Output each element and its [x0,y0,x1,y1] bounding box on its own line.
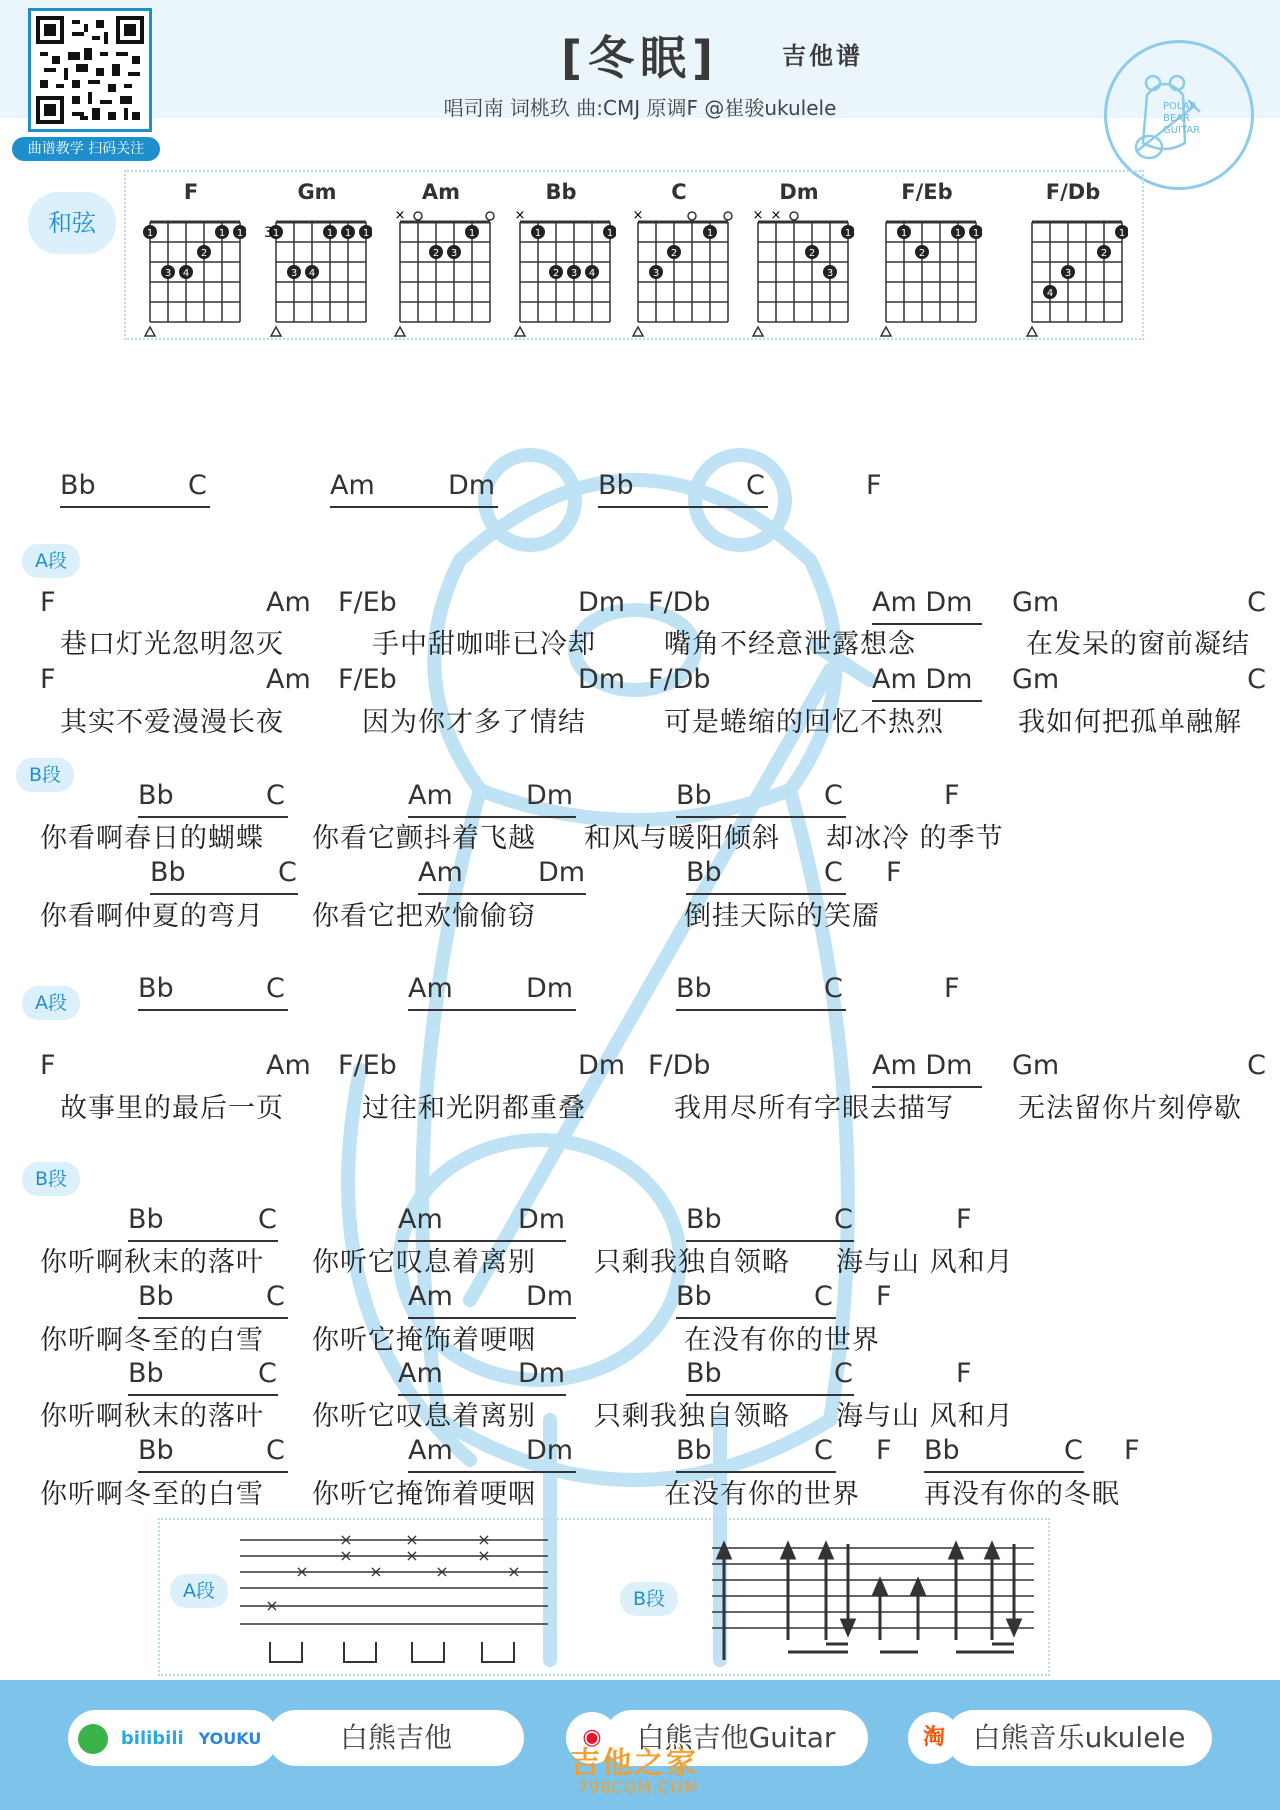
chord-symbol: C [266,973,285,1004]
polar-bear-guitar-logo [1104,40,1254,190]
chord-symbol: C [1247,1050,1266,1081]
lyric-phrase: 你听啊秋末的落叶 [40,1401,264,1432]
chord-underline [138,1009,288,1011]
lyric-phrase: 海与山 风和月 [836,1247,1014,1278]
chord-symbol: F/Eb [338,587,397,618]
svg-text:1: 1 [146,228,154,239]
lyric-phrase: 你听它叹息着离别 [312,1401,536,1432]
lyric-phrase: 你看它颤抖着飞越 [312,823,536,854]
lyric-phrase: 倒挂天际的笑靥 [684,901,880,932]
youku-logo: YOUKU [198,1729,262,1748]
svg-text:1: 1 [706,228,714,239]
chord-symbol: Bb [128,1358,164,1389]
chord-symbol: Dm [578,664,626,695]
lyric-phrase: 在没有你的世界 [664,1479,860,1510]
svg-text:1: 1 [468,228,476,239]
svg-text:2: 2 [200,248,208,259]
chord-grid [136,208,246,338]
chord-symbol: F/Db [648,587,711,618]
svg-text:2: 2 [1100,248,1108,259]
chord-symbol: F [956,1358,972,1389]
chord-symbol: Bb [150,857,186,888]
lyric-phrase: 故事里的最后一页 [60,1093,284,1124]
chord-symbol: Am Dm [872,1050,973,1081]
svg-text:2: 2 [432,248,440,259]
chord-symbol: C [746,470,765,501]
svg-text:1: 1 [844,228,852,239]
site-watermark: 吉他之家 [570,1746,698,1781]
chord-underline [330,506,498,508]
chord-symbol: Gm [1012,587,1060,618]
chord-symbol: Dm [526,1435,574,1466]
chord-symbol: Am [408,973,453,1004]
chord-symbol: Bb [138,1435,174,1466]
chord-symbol: F/Eb [338,1050,397,1081]
chord-symbol: F [40,664,56,695]
chord-name: F [183,180,199,204]
wechat-icon [78,1724,108,1754]
chord-grid [744,208,854,338]
lyric-phrase: 手中甜咖啡已冷却 [372,629,596,660]
svg-text:×: × [477,1534,491,1549]
svg-text:×: × [770,208,782,223]
chord-symbol: Bb [676,973,712,1004]
bilibili-logo: bilibili [120,1728,184,1749]
chord-symbol: F [876,1281,892,1312]
chord-symbol: Am [408,1435,453,1466]
svg-text:1: 1 [362,228,370,239]
lyric-phrase: 可是蜷缩的回忆不热烈 [664,707,944,738]
chord-symbol: Bb [686,1358,722,1389]
lyric-phrase: 你看它把欢愉偷窃 [312,901,536,932]
chord-symbol: C [824,780,843,811]
song-title: [冬眠] [560,31,720,85]
svg-text:×: × [752,208,764,223]
chord-underline [408,1009,576,1011]
chord-symbol: Dm [538,857,586,888]
svg-text:4: 4 [1046,288,1054,299]
lyric-phrase: 你听啊秋末的落叶 [40,1247,264,1278]
channel-pill-1[interactable]: 白熊吉他 [268,1710,524,1766]
svg-text:3: 3 [450,248,458,259]
strum-pattern-a [236,1534,556,1668]
video-platforms-pill[interactable] [68,1710,278,1766]
chord-diagram-2 [262,180,372,338]
chord-symbol: C [834,1204,853,1235]
lyric-phrase: 无法留你片刻停歇 [1018,1093,1242,1124]
svg-text:4: 4 [588,268,596,279]
svg-text:×: × [394,208,406,223]
chord-diagram-8 [1018,180,1128,338]
chord-symbol: F [866,470,882,501]
weibo-icon[interactable]: ◉ [566,1712,618,1764]
title-suffix: 吉他谱 [782,42,863,70]
svg-text:1: 1 [954,228,962,239]
section-tag-b: B段 [16,758,74,792]
chord-symbol: Am [330,470,375,501]
chord-symbol: F/Eb [338,664,397,695]
svg-text:1: 1 [272,228,280,239]
chord-symbol: C [266,1435,285,1466]
chord-symbol: F/Db [648,1050,711,1081]
section-tag-b2: B段 [22,1162,80,1196]
svg-text:1: 1 [218,228,226,239]
svg-text:4: 4 [182,268,190,279]
chord-symbol: Dm [578,1050,626,1081]
chord-symbol: Am [398,1358,443,1389]
chord-symbol: C [278,857,297,888]
site-url-watermark: 798COM.COM [578,1778,699,1797]
chord-symbol: C [258,1358,277,1389]
lyric-phrase: 在没有你的世界 [684,1325,880,1356]
chord-symbol: F [1124,1435,1140,1466]
song-credits: 唱司南 词桃玖 曲:CMJ 原调F @崔骏ukulele [443,96,837,120]
svg-text:×: × [265,1596,279,1615]
svg-text:×: × [507,1562,521,1581]
chord-symbol: F [40,587,56,618]
chord-symbol: Am Dm [872,587,973,618]
chord-symbol: Am [398,1204,443,1235]
chord-symbol: C [814,1435,833,1466]
chord-symbol: Bb [676,780,712,811]
chord-symbol: Am [266,1050,311,1081]
svg-text:1: 1 [236,228,244,239]
svg-text:×: × [514,208,526,223]
lyric-phrase: 巷口灯光忽明忽灭 [60,629,284,660]
chord-grid [1018,208,1128,338]
svg-text:1: 1 [1118,228,1126,239]
chord-symbol: C [1247,587,1266,618]
svg-text:3: 3 [1064,268,1072,279]
chord-symbol: Bb [924,1435,960,1466]
chord-symbol: Am [408,780,453,811]
lyric-phrase: 你看啊春日的蝴蝶 [40,823,264,854]
strum-pattern-b [708,1540,1038,1666]
svg-text:×: × [339,1534,353,1549]
svg-text:2: 2 [808,248,816,259]
chord-symbol: C [266,780,285,811]
svg-text:1: 1 [326,228,334,239]
chord-symbol: Dm [526,780,574,811]
lyric-phrase: 我如何把孤单融解 [1018,707,1242,738]
chord-symbol: Bb [128,1204,164,1235]
chord-underline [676,1009,846,1011]
chord-symbol: Bb [138,780,174,811]
chord-name: Dm [779,180,819,204]
lyric-phrase: 只剩我独自领略 [594,1401,790,1432]
svg-text:1: 1 [900,228,908,239]
lyric-phrase: 你听啊冬至的白雪 [40,1325,264,1356]
chord-symbol: Bb [676,1281,712,1312]
chord-name: Bb [545,180,577,204]
chords-tag: 和弦 [28,192,116,254]
channel-pill-2[interactable]: 白熊吉他Guitar [604,1710,868,1766]
chord-symbol: Bb [686,1204,722,1235]
chord-underline [598,506,768,508]
chord-grid [262,208,372,338]
chord-symbol: Bb [138,1281,174,1312]
chord-symbol: C [1247,664,1266,695]
lyric-phrase: 我用尽所有字眼去描写 [674,1093,954,1124]
svg-text:3: 3 [570,268,578,279]
lyric-phrase: 你听它掩饰着哽咽 [312,1325,536,1356]
chord-diagram-6 [744,180,854,338]
svg-text:×: × [632,208,644,223]
lyric-phrase: 你听啊冬至的白雪 [40,1479,264,1510]
chord-symbol: F [944,780,960,811]
svg-text:3: 3 [826,268,834,279]
chord-symbol: F [876,1435,892,1466]
chord-symbol: C [266,1281,285,1312]
chord-symbol: C [814,1281,833,1312]
svg-text:1: 1 [972,228,980,239]
svg-text:×: × [435,1562,449,1581]
chord-symbol: F [956,1204,972,1235]
chord-symbol: Am [418,857,463,888]
channel-pill-3[interactable]: 白熊音乐ukulele [946,1710,1212,1766]
svg-text:3: 3 [652,268,660,279]
chord-symbol: Dm [518,1358,566,1389]
chord-symbol: Am [266,664,311,695]
chord-symbol: F [944,973,960,1004]
chord-symbol: Bb [686,857,722,888]
svg-text:×: × [405,1546,419,1565]
chord-name: Am [421,180,461,204]
svg-text:2: 2 [670,248,678,259]
section-tag-a: A段 [22,544,80,578]
lyric-phrase: 过往和光阴都重叠 [362,1093,586,1124]
chord-symbol: C [824,857,843,888]
strum-tag-a: A段 [170,1574,228,1608]
chord-symbol: F/Db [648,664,711,695]
svg-text:3: 3 [164,268,172,279]
chord-diagram-3 [386,180,496,338]
strum-tag-b: B段 [620,1582,678,1616]
chord-symbol: C [834,1358,853,1389]
chord-symbol: Am [408,1281,453,1312]
chord-symbol: F [886,857,902,888]
lyric-phrase: 因为你才多了情结 [362,707,586,738]
chord-symbol: Bb [138,973,174,1004]
lyric-phrase: 却冰冷 的季节 [826,823,1004,854]
chord-diagram-5 [624,180,734,338]
section-tag-a2: A段 [22,986,80,1020]
chord-symbol: C [258,1204,277,1235]
chord-grid [506,208,616,338]
svg-text:1: 1 [534,228,542,239]
lyric-phrase: 你听它掩饰着哽咽 [312,1479,536,1510]
svg-text:3: 3 [290,268,298,279]
svg-text:2: 2 [552,268,560,279]
chord-grid [872,208,982,338]
svg-text:×: × [339,1546,353,1565]
chord-symbol: Am [266,587,311,618]
svg-text:×: × [369,1562,383,1581]
svg-text:3: 3 [264,225,273,241]
chord-name: F/Db [1045,180,1101,204]
chord-symbol: C [1064,1435,1083,1466]
chord-symbol: Dm [526,973,574,1004]
svg-text:1: 1 [344,228,352,239]
chord-grid [624,208,734,338]
chord-symbol: Bb [598,470,634,501]
chord-grid [386,208,496,338]
chord-name: C [671,180,687,204]
lyric-phrase: 海与山 风和月 [836,1401,1014,1432]
chord-symbol: Dm [448,470,496,501]
chord-symbol: Bb [60,470,96,501]
svg-text:2: 2 [918,248,926,259]
lyric-phrase: 和风与暖阳倾斜 [584,823,780,854]
chord-symbol: Dm [518,1204,566,1235]
lyric-phrase: 在发呆的窗前凝结 [1026,629,1250,660]
chord-diagram-4 [506,180,616,338]
chord-name: F/Eb [901,180,953,204]
svg-text:×: × [477,1546,491,1565]
svg-text:×: × [295,1562,309,1581]
chord-symbol: Am Dm [872,664,973,695]
lyric-phrase: 你听它叹息着离别 [312,1247,536,1278]
chord-symbol: F [40,1050,56,1081]
chord-diagram-1 [136,180,246,338]
svg-text:4: 4 [308,268,316,279]
lyric-phrase: 你看啊仲夏的弯月 [40,901,264,932]
logo-text: POLAR BEAR GUITAR [1163,101,1201,136]
chord-diagram-7 [872,180,982,338]
chord-symbol: C [824,973,843,1004]
chord-symbol: Dm [526,1281,574,1312]
chord-symbol: Dm [578,587,626,618]
qr-caption: 曲谱教学 扫码关注 [12,137,160,161]
lyric-phrase: 只剩我独自领略 [594,1247,790,1278]
svg-text:1: 1 [606,228,614,239]
chord-symbol: Gm [1012,664,1060,695]
chord-symbol: Gm [1012,1050,1060,1081]
taobao-icon[interactable]: 淘 [908,1712,960,1764]
chord-symbol: C [188,470,207,501]
lyric-phrase: 其实不爱漫漫长夜 [60,707,284,738]
svg-text:×: × [405,1534,419,1549]
chord-underline [60,506,210,508]
lyric-phrase: 再没有你的冬眠 [924,1479,1120,1510]
chord-name: Gm [297,180,337,204]
chord-symbol: Bb [676,1435,712,1466]
lyric-phrase: 嘴角不经意泄露想念 [664,629,916,660]
